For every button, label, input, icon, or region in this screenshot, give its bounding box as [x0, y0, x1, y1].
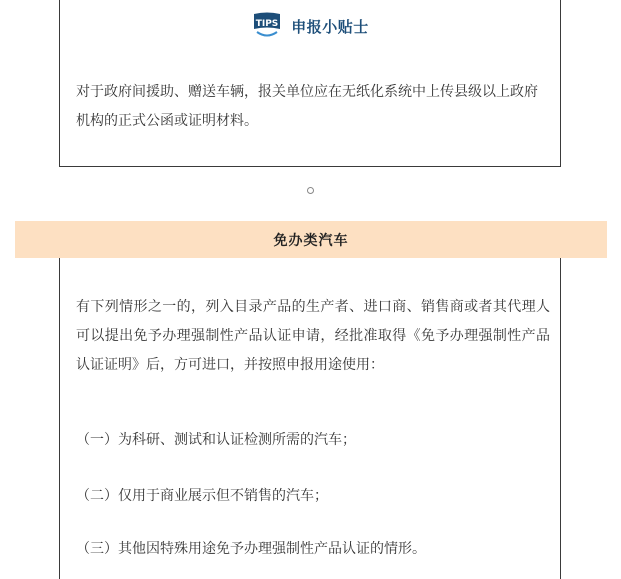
- tips-logo-text: TIPS: [255, 19, 279, 29]
- section-title: 免办类汽车: [273, 232, 349, 249]
- section-intro: 有下列情形之一的，列入目录产品的生产者、进口商、销售商或者其代理人可以提出免予办理强制性产品认证申请，经批准取得《免予办理强制性产品认证证明》后，方可进口，并按照申报用途使用：: [76, 299, 550, 373]
- section-banner: [15, 221, 607, 258]
- tips-header: [60, 10, 560, 42]
- list-item: （一）为科研、测试和认证检测所需的汽车；: [76, 432, 356, 448]
- tips-box: [59, 0, 561, 167]
- tips-logo-icon: [251, 11, 283, 41]
- divider-dot-icon: [307, 187, 314, 194]
- tips-title: 申报小贴士: [291, 17, 369, 36]
- section-content: [59, 258, 561, 579]
- tips-text: 对于政府间援助、赠送车辆，报关单位应在无纸化系统中上传县级以上政府机构的正式公函或证明材料。: [76, 84, 538, 129]
- list-item: （二）仅用于商业展示但不销售的汽车；: [76, 488, 328, 504]
- list-item: （三）其他因特殊用途免予办理强制性产品认证的情形。: [76, 541, 426, 557]
